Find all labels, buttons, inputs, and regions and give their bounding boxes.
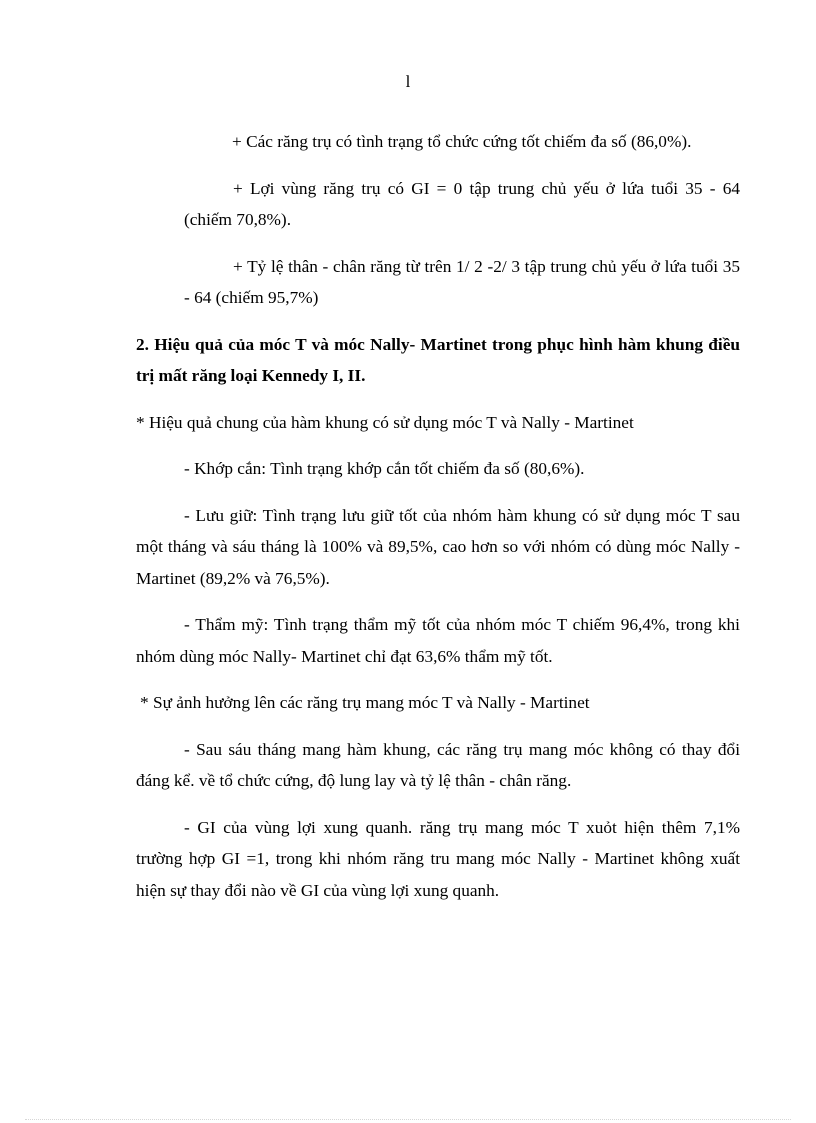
page-bottom-divider [25, 1119, 791, 1120]
document-body [136, 126, 740, 906]
subsection-general-efficacy: * Hiệu quả chung của hàm khung có sử dụng móc T và Nally - Martinet [136, 412, 634, 432]
paragraph-occlusion: - Khớp cắn: Tình trạng khớp cắn tốt chiếm đa số (80,6%). [184, 459, 585, 478]
paragraph-six-months: - Sau sáu tháng mang hàm khung, các răng trụ mang móc không có thay đổi đáng kể. về tổ chức cứng, độ lung lay và tỷ lệ thân - chân răng. [136, 739, 740, 790]
subsection-abutment-effects: * Sự ảnh hưởng lên các răng trụ mang móc T và Nally - Martinet [140, 693, 590, 712]
page-number: l [405, 72, 411, 91]
paragraph-hard-tissue: + Các răng trụ có tình trạng tổ chức cứng tốt chiếm đa số (86,0%). [232, 132, 692, 151]
paragraph-crown-root-ratio: + Tỷ lệ thân - chân răng từ trên 1/ 2 -2/ 3 tập trung chủ yếu ở lứa tuổi 35 - 64 (chiếm 95,7%) [184, 256, 740, 307]
paragraph-retention: - Lưu giữ: Tình trạng lưu giữ tốt của nhóm hàm khung có sử dụng móc T sau một tháng và sáu tháng là 100% và 89,5%, cao hơn so với nhóm có dùng móc Nally - Martinet (89,2% và 76,5%). [136, 505, 740, 588]
section-heading: 2. Hiệu quả của móc T và móc Nally- Martinet trong phục hình hàm khung điều trị mất răng loại Kennedy I, II. [136, 334, 740, 385]
paragraph-gi-change: - GI của vùng lợi xung quanh. răng trụ mang móc T xuỏt hiện thêm 7,1% trường hợp GI =1, trong khi nhóm răng tru mang móc Nally - Martinet không xuất hiện sự thay đổi nào về GI của vùng lợi xung quanh. [136, 817, 740, 900]
paragraph-gingival-index: + Lợi vùng răng trụ có GI = 0 tập trung chủ yếu ở lứa tuổi 35 - 64 (chiếm 70,8%). [184, 178, 740, 229]
paragraph-aesthetics: - Thẩm mỹ: Tình trạng thẩm mỹ tốt của nhóm móc T chiếm 96,4%, trong khi nhóm dùng móc Nally- Martinet chỉ đạt 63,6% thẩm mỹ tốt. [136, 615, 740, 666]
